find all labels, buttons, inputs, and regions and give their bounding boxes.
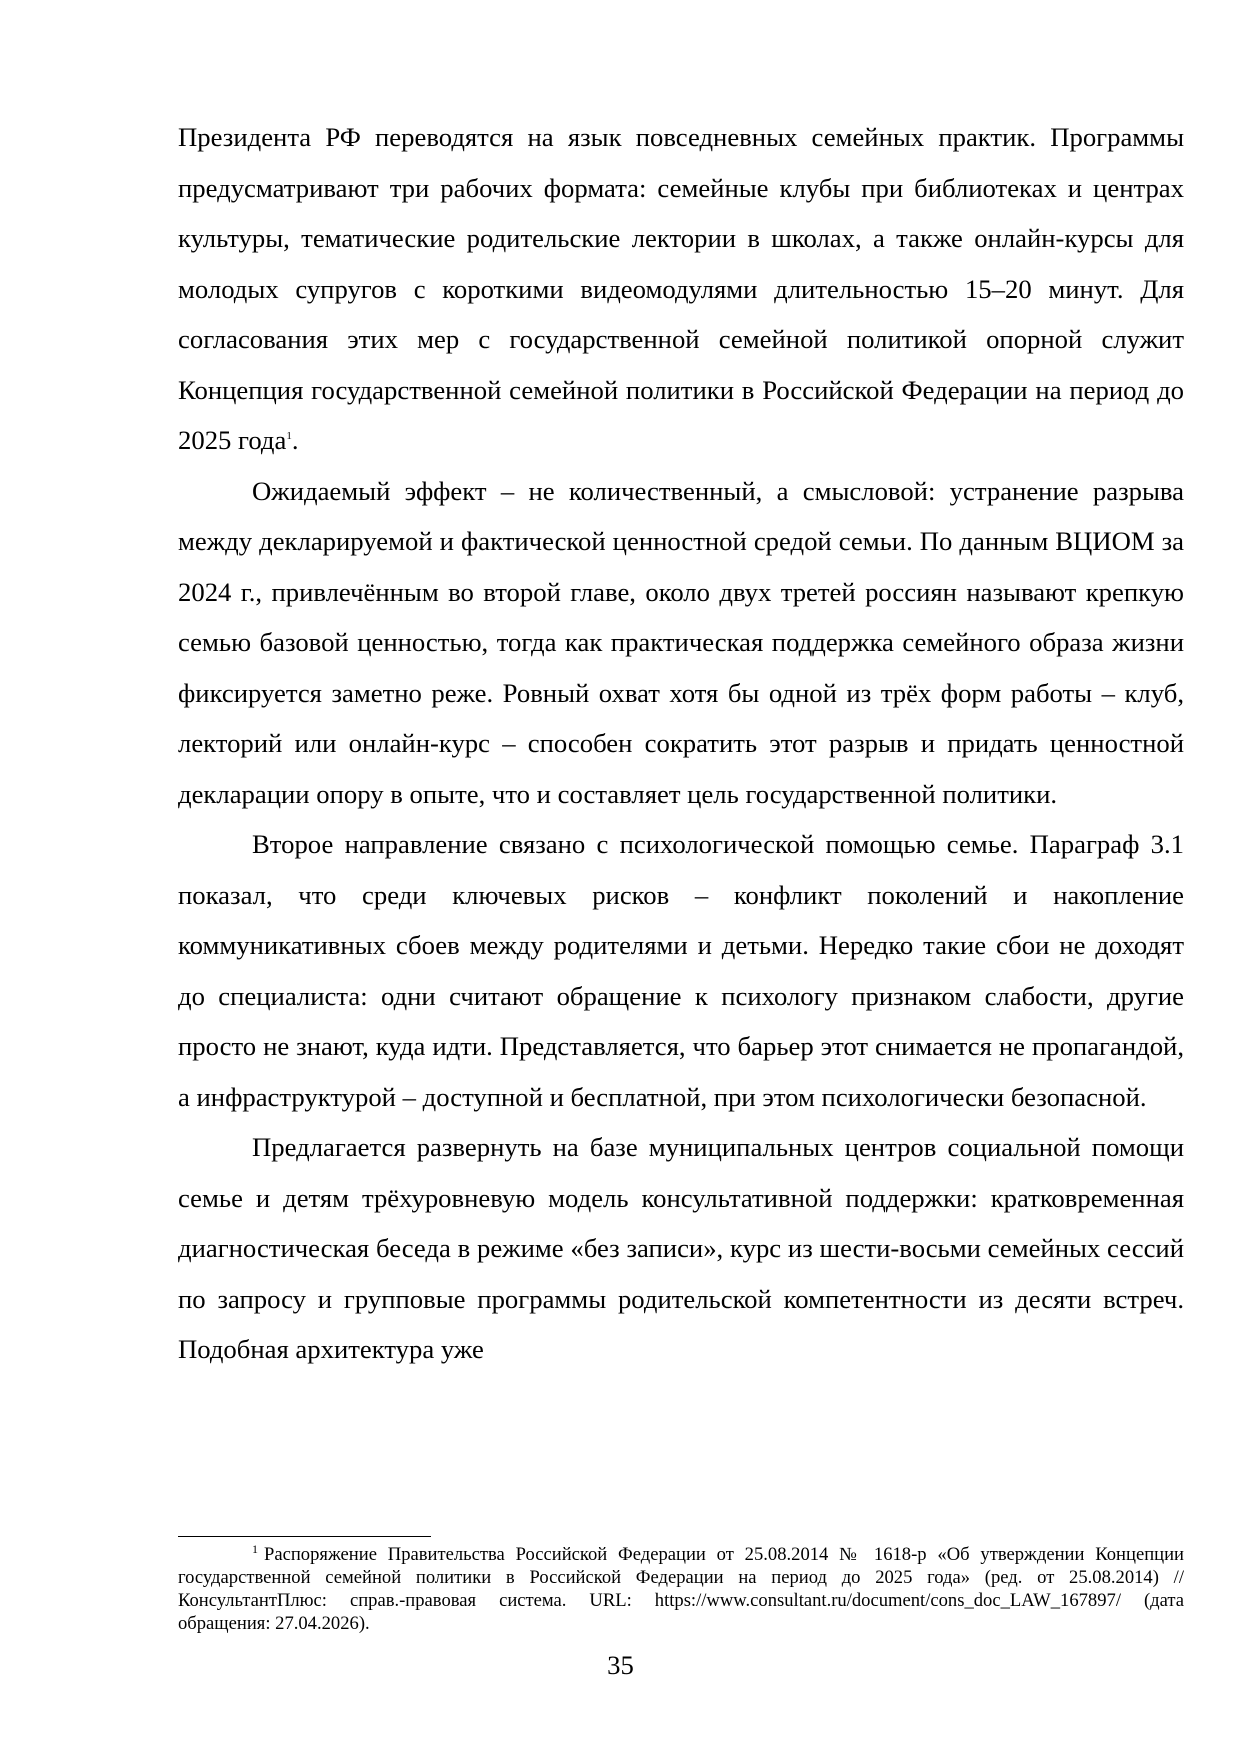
footnote: [178, 1543, 1184, 1635]
paragraph-3: Второе направление связано с психологической помощью семье. Параграф 3.1 показал, что среди ключевых рисков – конфликт поколений и накопление коммуникативных сбоев между родителями и детьми. Нередко такие сбои не доходят до специалиста: одни считают обращение к психологу признаком слабости, другие просто не знают, куда идти. Представляется, что барьер этот снимается не пропагандой, а инфраструктурой – доступной и бесплатной, при этом психологически безопасной.: [178, 829, 1184, 1112]
footnote-text: Распоряжение Правительства Российской Федерации от 25.08.2014 № 1618-р «Об утверждении Концепции государственной семейной политики в Российской Федерации на период до 2025 года» (ред. от 25.08.2014) // КонсультантПлюс: справ.-правовая система. URL: https://www.consultant.ru/document/cons_doc_LAW_167897/ (дата обращения: 27.04.2026).: [178, 1544, 1184, 1634]
footnote-separator: [178, 1536, 431, 1537]
paragraph-1: [178, 112, 1184, 466]
paragraph-1-text: Президента РФ переводятся на язык повседневных семейных практик. Программы предусматривают три рабочих формата: семейные клубы при библиотеках и центрах культуры, тематические родительские лектории в школах, а также онлайн-курсы для молодых супругов с короткими видеомодулями длительностью 15–20 минут. Для согласования этих мер с государственной семейной политикой опорной служит Концепция государственной семейной политики в Российской Федерации на период до 2025 года: [178, 122, 1184, 455]
paragraph-4: Предлагается развернуть на базе муниципальных центров социальной помощи семье и детям трёхуровневую модель консультативной поддержки: кратковременная диагностическая беседа в режиме «без записи», курс из шести-восьми семейных сессий по запросу и групповые программы родительской компетентности из десяти встреч. Подобная архитектура уже: [178, 1132, 1184, 1364]
paragraph-1-tail: .: [291, 425, 299, 455]
footnote-number: 1: [252, 1541, 258, 1556]
page-number: 35: [607, 1650, 634, 1680]
paragraph-2: Ожидаемый эффект – не количественный, а смысловой: устранение разрыва между декларируемой и фактической ценностной средой семьи. По данным ВЦИОМ за 2024 г., привлечённым во второй главе, около двух третей россиян называют крепкую семью базовой ценностью, тогда как практическая поддержка семейного образа жизни фиксируется заметно реже. Ровный охват хотя бы одной из трёх форм работы – клуб, лекторий или онлайн-курс – способен сократить этот разрыв и придать ценностной декларации опору в опыте, что и составляет цель государственной политики.: [178, 475, 1184, 809]
body-text: [178, 112, 1184, 1375]
footnote-reference[interactable]: 1: [286, 430, 292, 443]
